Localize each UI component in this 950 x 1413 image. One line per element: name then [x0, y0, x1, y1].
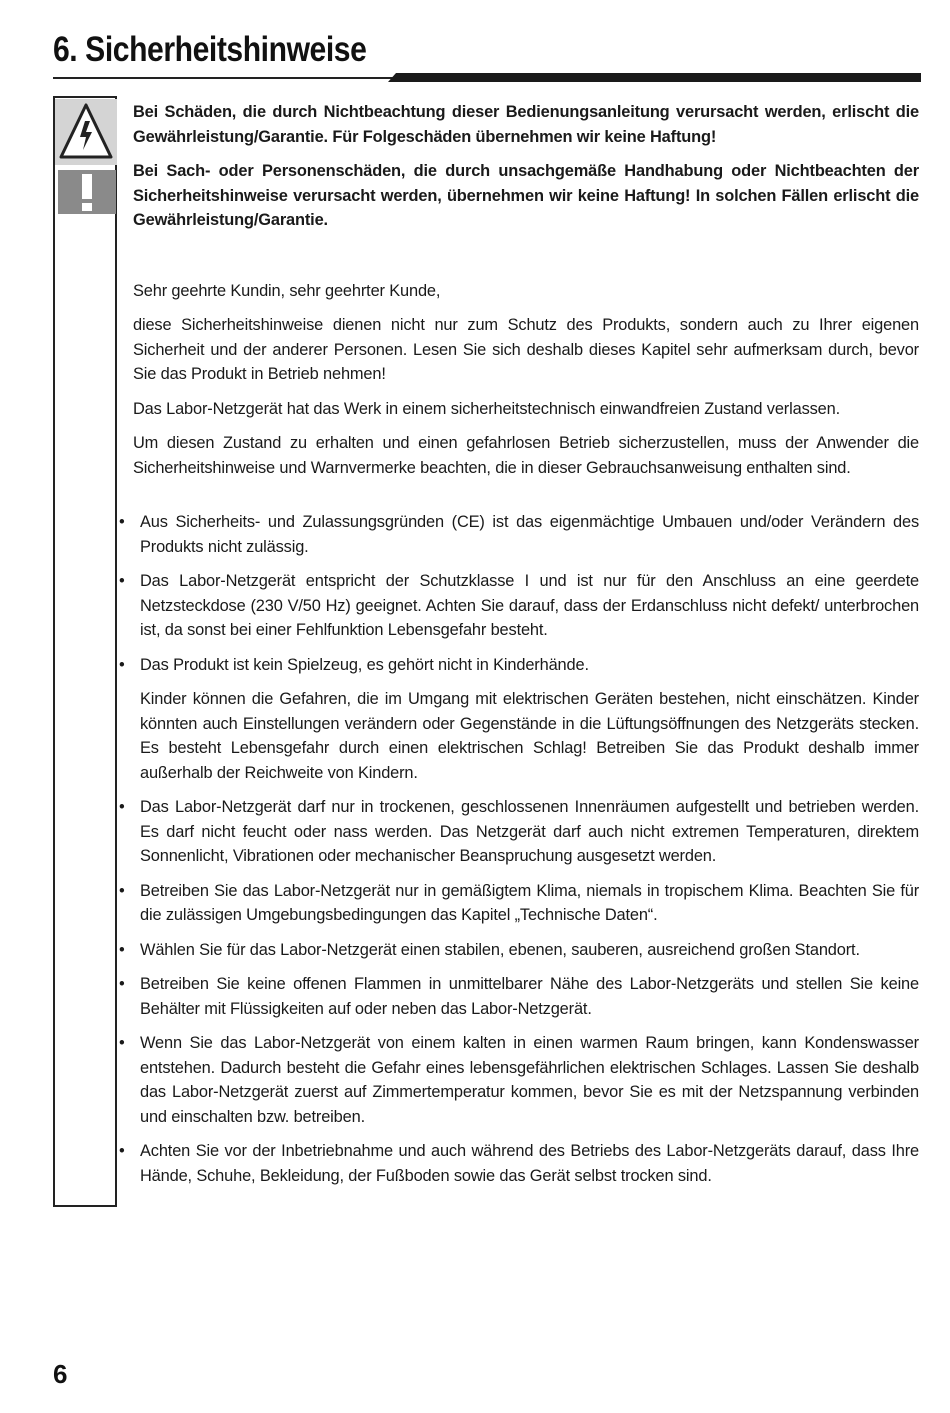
- intro-paragraph: diese Sicherheitshinweise dienen nicht nur zum Schutz des Produkts, sondern auch zu Ihrer eigenen Sicherheit und der anderer Personen. Lesen Sie sich deshalb dieses Kapitel sehr aufmerksam durch, bevor Sie das Produkt in Betrieb nehmen!: [133, 316, 919, 383]
- intro-text: [133, 279, 919, 481]
- salutation: Sehr geehrte Kundin, sehr geehrter Kunde,: [133, 281, 441, 300]
- list-item-text: Das Produkt ist kein Spielzeug, es gehört nicht in Kinderhände.: [140, 655, 589, 674]
- list-item-text: Wenn Sie das Labor-Netzgerät von einem kalten in einen warmen Raum bringen, kann Kondenswasser entstehen. Dadurch besteht die Gefahr eines lebensgefährlichen elektrischen Schlages. Lassen Sie deshalb das Labor-Netzgerät zuerst auf Zimmertemperatur kommen, bevor Sie es mit der Netzspannung verbinden und einschalten bzw. betreiben.: [140, 1034, 919, 1126]
- list-item-text: Das Labor-Netzgerät darf nur in trockenen, geschlossenen Innenräumen aufgestellt und betrieben werden. Es darf nicht feucht oder nass werden. Das Netzgerät darf auch nicht extremen Temperaturen, direktem Sonnenlicht, Vibrationen oder mechanischer Beanspruchung ausgesetzt werden.: [140, 798, 919, 865]
- safety-list: [119, 510, 919, 1188]
- warning-paragraph: Bei Sach- oder Personenschäden, die durch unsachgemäße Handhabung oder Nichtbeachten der Sicherheitshinweise verursacht werden, übernehmen wir keine Haftung! In solchen Fällen erlischt die Gewährleistung/Garantie.: [133, 162, 919, 229]
- exclamation-icon: [58, 170, 116, 214]
- bullet-marker: •: [119, 513, 125, 531]
- list-item-text: Betreiben Sie keine offenen Flammen in unmittelbarer Nähe des Labor-Netzgeräts und stellen Sie keine Behälter mit Flüssigkeiten auf oder neben das Labor-Netzgerät.: [140, 975, 919, 1018]
- list-item-text: Achten Sie vor der Inbetriebnahme und auch während des Betriebs des Labor-Netzgeräts darauf, dass Ihre Hände, Schuhe, Bekleidung, der Fußboden sowie das Gerät selbst trocken sind.: [140, 1142, 919, 1185]
- electrical-hazard-icon: [55, 99, 117, 165]
- intro-paragraph: Um diesen Zustand zu erhalten und einen gefahrlosen Betrieb sicherzustellen, muss der Anwender die Sicherheitshinweise und Warnvermerke beachten, die in dieser Gebrauchsanweisung enthalten sind.: [133, 434, 919, 477]
- list-item: [119, 795, 919, 869]
- intro-paragraph: Das Labor-Netzgerät hat das Werk in einem sicherheitstechnisch einwandfreien Zustand verlassen.: [133, 399, 841, 418]
- list-item: [119, 510, 919, 559]
- warning-notice: [133, 100, 919, 233]
- bullet-marker: •: [119, 1142, 125, 1160]
- content: [119, 100, 919, 1198]
- title-underline-bar: [388, 73, 921, 82]
- icon-sidebar: [53, 96, 117, 1207]
- page-title: 6. Sicherheitshinweise: [53, 30, 367, 69]
- list-item: [119, 569, 919, 643]
- bullet-marker: •: [119, 572, 125, 590]
- list-item-text: Das Labor-Netzgerät entspricht der Schutzklasse I und ist nur für den Anschluss an eine geerdete Netzsteckdose (230 V/50 Hz) geeignet. Achten Sie darauf, dass der Erdanschluss nicht defekt/ unterbrochen ist, da sonst bei einer Fehlfunktion Lebensgefahr besteht.: [140, 572, 919, 639]
- list-item: [119, 1031, 919, 1129]
- list-item-text: Wählen Sie für das Labor-Netzgerät einen stabilen, ebenen, sauberen, ausreichend großen Standort.: [140, 940, 860, 959]
- warning-paragraph: Bei Schäden, die durch Nichtbeachtung dieser Bedienungsanleitung verursacht werden, erlischt die Gewährleistung/Garantie. Für Folgeschäden übernehmen wir keine Haftung!: [133, 103, 919, 146]
- list-item: [119, 972, 919, 1021]
- bullet-marker: •: [119, 798, 125, 816]
- page-number: 6: [53, 1359, 68, 1389]
- list-item-text: Betreiben Sie das Labor-Netzgerät nur in gemäßigtem Klima, niemals in tropischem Klima. Beachten Sie für die zulässigen Umgebungsbedingungen das Kapitel „Technische Daten“.: [140, 881, 919, 924]
- title-underline: [53, 77, 393, 79]
- bullet-marker: •: [119, 975, 125, 993]
- bullet-marker: •: [119, 655, 125, 674]
- bullet-marker: •: [119, 1034, 125, 1052]
- bullet-marker: •: [119, 881, 125, 900]
- list-item-text: Aus Sicherheits- und Zulassungsgründen (CE) ist das eigenmächtige Umbauen und/oder Verändern des Produkts nicht zulässig.: [140, 513, 919, 556]
- bullet-marker: •: [119, 940, 125, 959]
- list-item: [119, 1139, 919, 1188]
- list-item-continuation: Kinder können die Gefahren, die im Umgang mit elektrischen Geräten bestehen, nicht einschätzen. Kinder könnten auch Einstellungen verändern oder Gegenstände in die Lüftungsöffnungen des Netzgeräts stecken. Es besteht Lebensgefahr durch einen elektrischen Schlag! Betreiben Sie das Produkt deshalb immer außerhalb der Reichweite von Kindern.: [140, 690, 919, 782]
- list-item: [119, 938, 919, 963]
- list-item: [119, 879, 919, 928]
- list-item: [119, 653, 919, 678]
